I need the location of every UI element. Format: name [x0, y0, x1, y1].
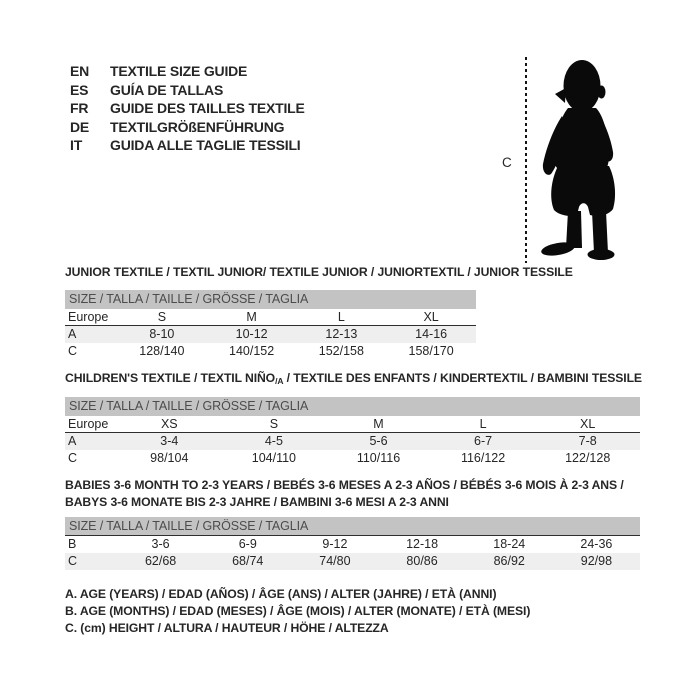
language-list [70, 62, 305, 155]
row-label: C [68, 554, 78, 568]
value-cell: 12-13 [325, 327, 358, 341]
size-cell: XL [580, 417, 596, 431]
table-row-age [65, 326, 476, 343]
language-code: EN [70, 63, 90, 79]
value-cell: 24-36 [580, 537, 613, 551]
footnote-c: C. (cm) HEIGHT / ALTURA / HAUTEUR / HÖHE / ALTEZZA [65, 621, 389, 636]
table-row-age [65, 433, 640, 450]
size-header-bar: SIZE / TALLA / TAILLE / GRÖSSE / TAGLIA [65, 517, 640, 536]
size-cell: L [479, 417, 487, 431]
height-measure-dashed-line [525, 57, 527, 263]
babies-table-title [65, 477, 624, 510]
language-code: IT [70, 137, 83, 154]
value-cell: 7-8 [578, 434, 597, 448]
table-row-height [65, 450, 640, 467]
table-row-age-months [65, 536, 640, 553]
value-cell: 128/140 [139, 344, 185, 358]
size-cell: M [373, 417, 384, 431]
table-row-europe [65, 416, 640, 433]
value-cell: 8-10 [149, 327, 175, 341]
value-cell: 6-7 [474, 434, 493, 448]
language-code: DE [70, 118, 90, 135]
value-cell: 3-4 [160, 434, 179, 448]
language-code: ES [70, 81, 89, 98]
row-label: B [68, 537, 77, 551]
row-label: Europe [68, 417, 109, 431]
value-cell: 68/74 [232, 554, 264, 568]
value-cell: 74/80 [319, 554, 351, 568]
value-cell: 4-5 [264, 434, 283, 448]
size-cell: L [337, 310, 345, 324]
value-cell: 122/128 [565, 451, 611, 465]
language-row-fr [70, 99, 305, 118]
row-label: A [68, 434, 77, 448]
value-cell: 98/104 [150, 451, 189, 465]
children-title-sub: /A [275, 376, 284, 386]
babies-title-line1: BABIES 3-6 MONTH TO 2-3 YEARS / BEBÉS 3-6 MESES A 2-3 AÑOS / BÉBÉS 3-6 MOIS À 2-3 ANS / [65, 478, 624, 492]
size-cell: XS [160, 417, 178, 431]
children-size-table [65, 397, 640, 467]
table-row-height [65, 343, 476, 360]
language-label: GUÍA DE TALLAS [110, 81, 224, 98]
height-measure-label: C [502, 155, 512, 170]
language-row-it [70, 136, 305, 155]
babies-title-line2: BABYS 3-6 MONATE BIS 2-3 JAHRE / BAMBINI 3-6 MESI A 2-3 ANNI [65, 494, 449, 509]
row-label: C [68, 344, 78, 358]
size-header-bar: SIZE / TALLA / TAILLE / GRÖSSE / TAGLIA [65, 397, 640, 416]
size-cell: XL [423, 310, 439, 324]
value-cell: 3-6 [151, 537, 170, 551]
row-label: C [68, 451, 78, 465]
value-cell: 86/92 [493, 554, 525, 568]
row-label: A [68, 327, 77, 341]
value-cell: 9-12 [322, 537, 348, 551]
size-cell: M [246, 310, 257, 324]
value-cell: 5-6 [369, 434, 388, 448]
babies-size-table [65, 517, 640, 570]
language-code: FR [70, 100, 89, 117]
value-cell: 140/152 [229, 344, 275, 358]
language-label: GUIDE DES TAILLES TEXTILE [110, 100, 305, 117]
value-cell: 152/158 [318, 344, 364, 358]
table-row-height [65, 553, 640, 570]
table-row-europe [65, 309, 476, 326]
footnote-a: A. AGE (YEARS) / EDAD (AÑOS) / ÂGE (ANS) / ALTER (JAHRE) / ETÀ (ANNI) [65, 587, 497, 601]
value-cell: 104/110 [251, 451, 297, 465]
language-label: TEXTILE SIZE GUIDE [110, 63, 248, 79]
junior-table-title: JUNIOR TEXTILE / TEXTIL JUNIOR/ TEXTILE JUNIOR / JUNIORTEXTIL / JUNIOR TESSILE [65, 265, 573, 279]
language-row-en [70, 62, 305, 81]
size-header-bar: SIZE / TALLA / TAILLE / GRÖSSE / TAGLIA [65, 290, 476, 309]
footnote-legend [65, 586, 530, 638]
size-cell: S [157, 310, 167, 324]
children-title-post: / TEXTILE DES ENFANTS / KINDERTEXTIL / BAMBINI TESSILE [283, 371, 642, 385]
language-row-es [70, 81, 305, 100]
value-cell: 92/98 [580, 554, 613, 568]
value-cell: 62/68 [144, 554, 177, 568]
junior-size-table [65, 290, 476, 360]
row-label: Europe [68, 310, 109, 324]
value-cell: 6-9 [238, 537, 257, 551]
value-cell: 10-12 [235, 327, 268, 341]
value-cell: 110/116 [356, 451, 401, 465]
footnote-b: B. AGE (MONTHS) / EDAD (MESES) / ÂGE (MOIS) / ALTER (MONATE) / ETÀ (MESI) [65, 604, 531, 619]
value-cell: 18-24 [493, 537, 526, 551]
size-cell: S [269, 417, 279, 431]
value-cell: 80/86 [406, 554, 438, 568]
value-cell: 116/122 [460, 451, 506, 465]
toddler-silhouette-icon [536, 56, 630, 260]
value-cell: 158/170 [408, 344, 454, 358]
children-table-title [65, 371, 642, 386]
language-label: TEXTILGRÖßENFÜHRUNG [110, 118, 285, 135]
children-title-pre: CHILDREN'S TEXTILE / TEXTIL NIÑO [65, 371, 276, 385]
language-row-de [70, 118, 305, 137]
value-cell: 12-18 [406, 537, 439, 551]
value-cell: 14-16 [415, 327, 448, 341]
language-label: GUIDA ALLE TAGLIE TESSILI [110, 137, 301, 154]
